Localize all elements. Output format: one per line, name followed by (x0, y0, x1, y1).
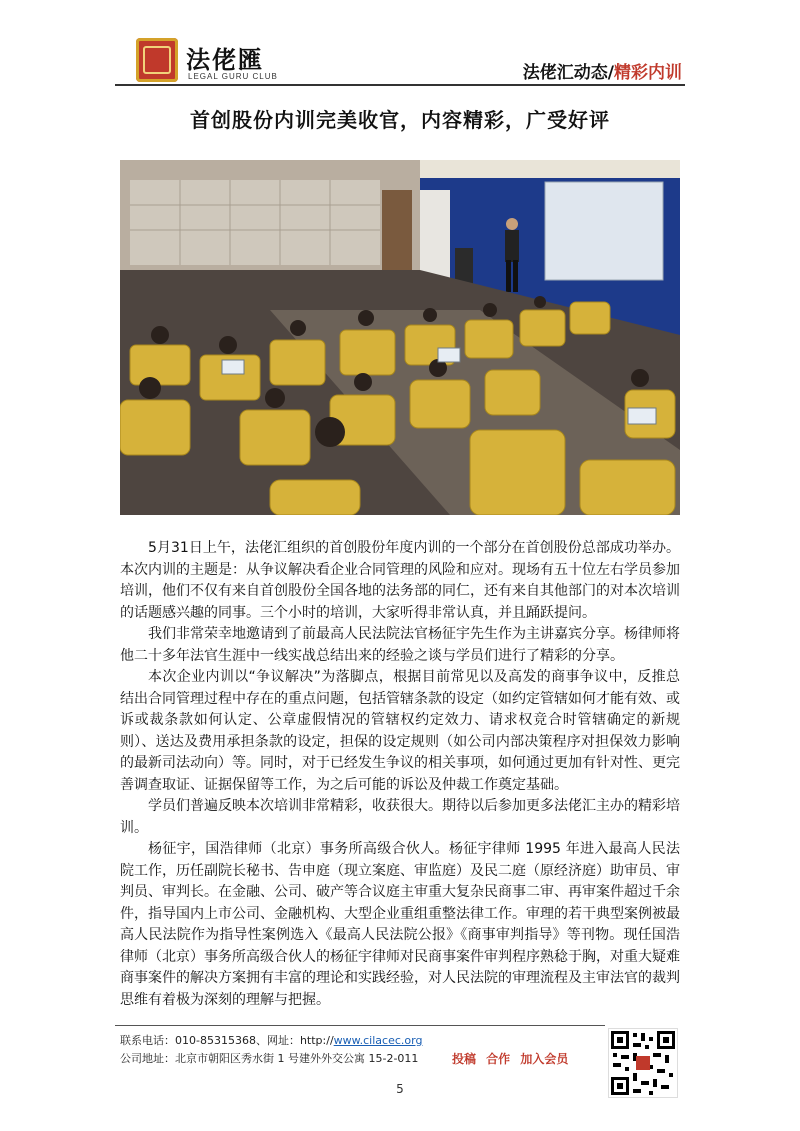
footer-phone: 联系电话：010-85315368、网址：http:// (120, 1034, 334, 1047)
paragraph-speaker: 我们非常荣幸地邀请到了前最高人民法院法官杨征宇先生作为主讲嘉宾分享。杨律师将他二十多年法官生涯中一线实战总结出来的经验之谈与学员们进行了精彩的分享。 (120, 626, 680, 664)
logo-english-name: LEGAL GURU CLUB (188, 72, 278, 81)
section-prefix: 法佬汇动态/ (522, 63, 614, 83)
paragraph-feedback: 学员们普遍反映本次培训非常精彩，收获很大。期待以后参加更多法佬汇主办的精彩培训。 (120, 798, 680, 836)
article-headline: 首创股份内训完美收官，内容精彩，广受好评 (190, 108, 610, 132)
paragraph-intro: 5月31日上午，法佬汇组织的首创股份年度内训的一个部分在首创股份总部成功举办。本次内训的主题是：从争议解决看企业合同管理的风险和应对。现场有五十位左右学员参加培训，他们不仅有来自首创股份全国各地的法务部的同仁，还有来自其他部门的对本次培训的话题感兴趣的同事。三个小时的培训，大家听得非常认真，并且踊跃提问。 (120, 540, 680, 621)
page-number: 5 (396, 1082, 404, 1096)
seal-logo-icon (136, 38, 178, 82)
section-title (523, 58, 682, 83)
paragraph-content: 本次企业内训以“争议解决”为落脚点，根据目前常见以及高发的商事争议中，反推总结出合同管理过程中存在的重点问题，包括管辖条款的设定（如约定管辖如何才能有效、或诉或裁条款如何认定、公章虚假情况的管辖权约定效力、请求权竞合时管辖确定的新规则）、送达及费用承担条款的设定，担保的设定规则（如公司内部决策程序对担保效力影响的最新司法动向）等。同时，对于已经发生争议的相关事项，如何通过更加有针对性、更完善调查取证、证据保留等工作，为之后可能的诉讼及仲裁工作奠定基础。 (120, 669, 680, 793)
footer-contact (120, 1032, 422, 1048)
training-photo (120, 160, 680, 515)
article-body (120, 538, 680, 1011)
paragraph-bio: 杨征宇，国浩律师（北京）事务所高级合伙人。杨征宇律师 1995 年进入最高人民法院工作，历任副院长秘书、告申庭（现立案庭、审监庭）及民二庭（原经济庭）助审员、审判员、审判长。在金融、公司、破产等合议庭主审重大复杂民商事二审、再审案件超过千余件，指导国内上市公司、金融机构、大型企业重组重整法律工作。审理的若干典型案例被最高人民法院作为指导性案例选入《最高人民法院公报》《商事审判指导》等刊物。现任国浩律师（北京）事务所高级合伙人的杨征宇律师对民商事案件审判程序熟稔于胸，对重大疑难商事案件的解决方案拥有丰富的理论和实践经验，对人民法院的审理流程及主审法官的裁判思维有着极为深刻的理解与把握。 (120, 841, 680, 1008)
footer-divider (115, 1025, 605, 1026)
join-links[interactable]: 投稿 合作 加入会员 (452, 1052, 569, 1066)
section-highlight: 精彩内训 (614, 63, 682, 83)
page-header (0, 0, 800, 90)
website-link[interactable]: www.cilacec.org (333, 1034, 423, 1047)
header-divider (115, 84, 685, 86)
footer-address: 公司地址：北京市朝阳区秀水街 1 号建外外交公寓 15-2-011 (120, 1052, 419, 1065)
logo-chinese-name: 法佬匯 (186, 45, 264, 74)
